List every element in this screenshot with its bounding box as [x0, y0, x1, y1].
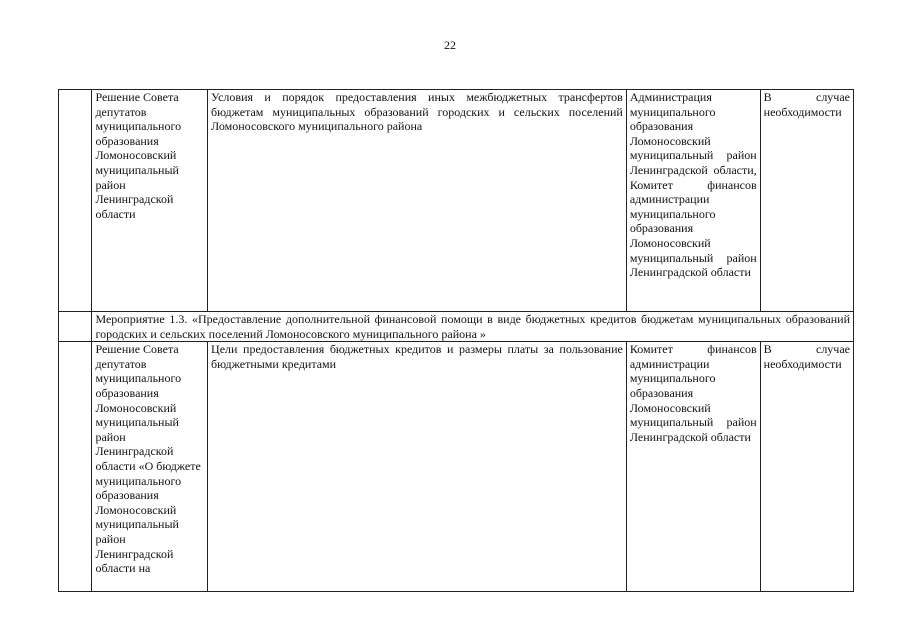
responsible-cell: Комитет финансов администрации муниципального образования Ломоносовский муниципальный район Ленинградской области — [626, 342, 760, 592]
responsible-cell: Администрация муниципального образования Ломоносовский муниципальный район Ленинградской области, Комитет финансов администрации муниципального образования Ломоносовский муниципальный район Ленинградской области — [626, 90, 760, 312]
measure-heading-cell: Мероприятие 1.3. «Предоставление дополнительной финансовой помощи в виде бюджетных кредитов бюджетам муниципальных образований городских и сельских поселений Ломоносовского муниципального района » — [92, 312, 854, 342]
measures-table — [58, 89, 854, 592]
blank-cell — [59, 342, 92, 592]
blank-cell — [59, 312, 92, 342]
basis-cell: Решение Совета депутатов муниципального образования Ломоносовский муниципальный район Ленинградской области «О бюджете муниципального образования Ломоносовский муниципальный район Ленинградской области на — [92, 342, 208, 592]
blank-cell — [59, 90, 92, 312]
table-row-merged — [59, 312, 854, 342]
content-cell: Условия и порядок предоставления иных межбюджетных трансфертов бюджетам муниципальных образований городских и сельских поселений Ломоносовского муниципального района — [208, 90, 627, 312]
content-cell: Цели предоставления бюджетных кредитов и размеры платы за пользование бюджетными кредитами — [208, 342, 627, 592]
page-number: 22 — [444, 38, 456, 52]
table-row — [59, 342, 854, 592]
table-row — [59, 90, 854, 312]
basis-cell: Решение Совета депутатов муниципального образования Ломоносовский муниципальный район Ленинградской области — [92, 90, 208, 312]
timing-cell: В случае необходимости — [760, 90, 853, 312]
timing-cell: В случае необходимости — [760, 342, 853, 592]
